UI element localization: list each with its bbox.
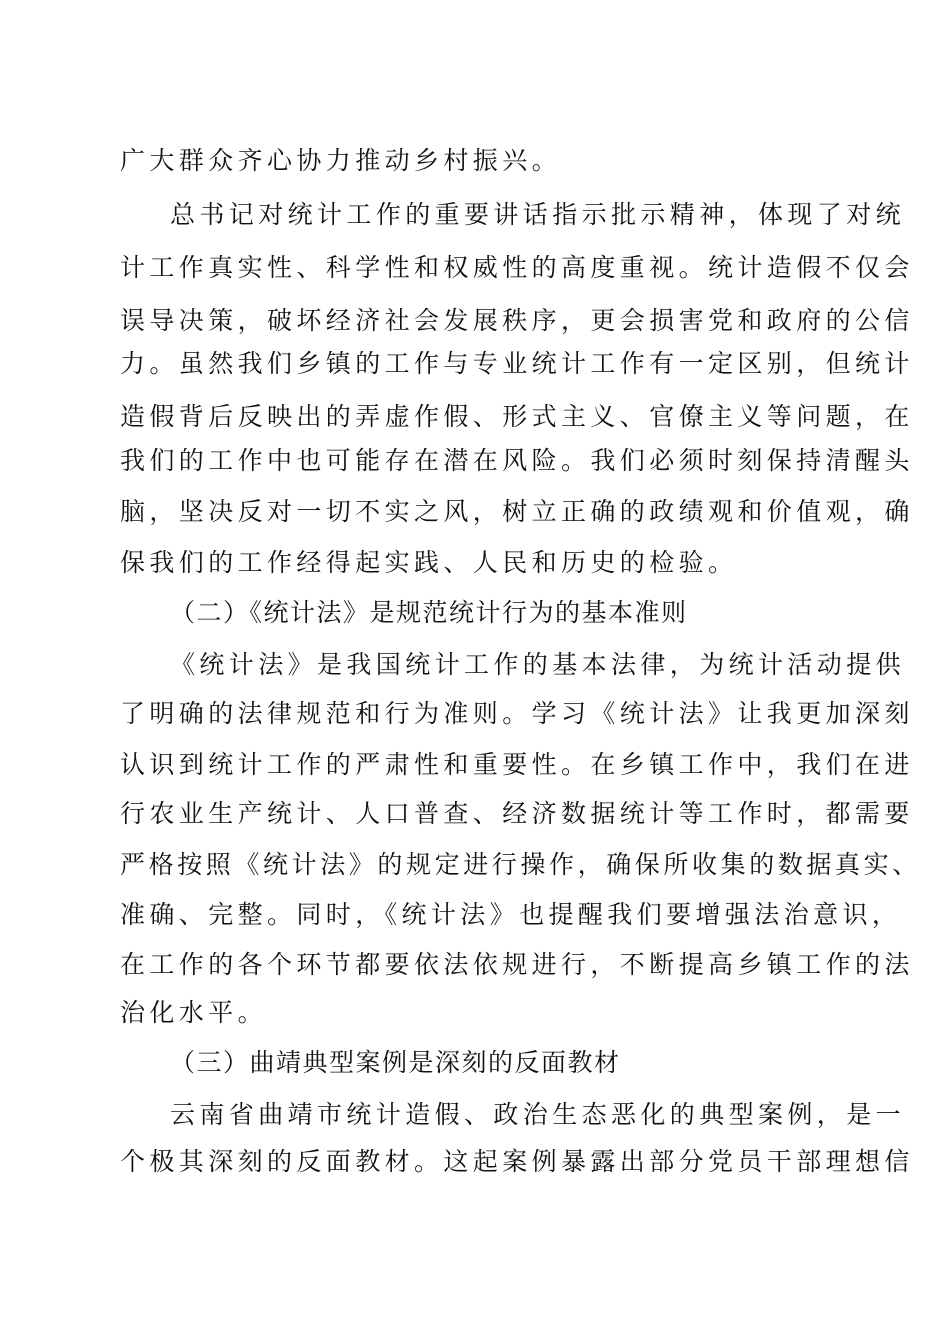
text-line: 造假背后反映出的弄虚作假、形式主义、官僚主义等问题，在 [120,402,914,431]
section-heading-2: （二）《统计法》是规范统计行为的基本准则 [170,598,688,627]
text-line: 在工作的各个环节都要依法依规进行，不断提高乡镇工作的法 [120,950,914,979]
text-line: 广大群众齐心协力推动乡村振兴。 [120,146,562,175]
text-line: 治化水平。 [120,998,268,1027]
text-line: 误导决策，破坏经济社会发展秩序，更会损害党和政府的公信 [120,306,914,335]
text-line: 力。虽然我们乡镇的工作与专业统计工作有一定区别，但统计 [120,349,914,378]
text-line: 了明确的法律规范和行为准则。学习《统计法》让我更加深刻 [120,699,914,728]
text-line: 严格按照《统计法》的规定进行操作，确保所收集的数据真实、 [120,850,921,879]
text-line: 认识到统计工作的严肃性和重要性。在乡镇工作中，我们在进 [120,750,914,779]
text-line: 个极其深刻的反面教材。这起案例暴露出部分党员干部理想信 [120,1147,914,1176]
section-heading-3: （三）曲靖典型案例是深刻的反面教材 [170,1048,621,1077]
text-line: 保我们的工作经得起实践、人民和历史的检验。 [120,548,738,577]
paragraph-first-line: 云南省曲靖市统计造假、政治生态恶化的典型案例，是一 [170,1100,906,1129]
text-line: 行农业生产统计、人口普查、经济数据统计等工作时，都需要 [120,799,914,828]
text-line: 脑，坚决反对一切不实之风，树立正确的政绩观和价值观，确 [120,497,914,526]
text-line: 计工作真实性、科学性和权威性的高度重视。统计造假不仅会 [120,253,914,282]
text-line: 我们的工作中也可能存在潜在风险。我们必须时刻保持清醒头 [120,446,914,475]
paragraph-first-line: 《统计法》是我国统计工作的基本法律，为统计活动提供 [170,650,906,679]
text-line: 准确、完整。同时，《统计法》也提醒我们要增强法治意识， [120,900,902,929]
paragraph-first-line: 总书记对统计工作的重要讲话指示批示精神，体现了对统 [170,200,906,229]
